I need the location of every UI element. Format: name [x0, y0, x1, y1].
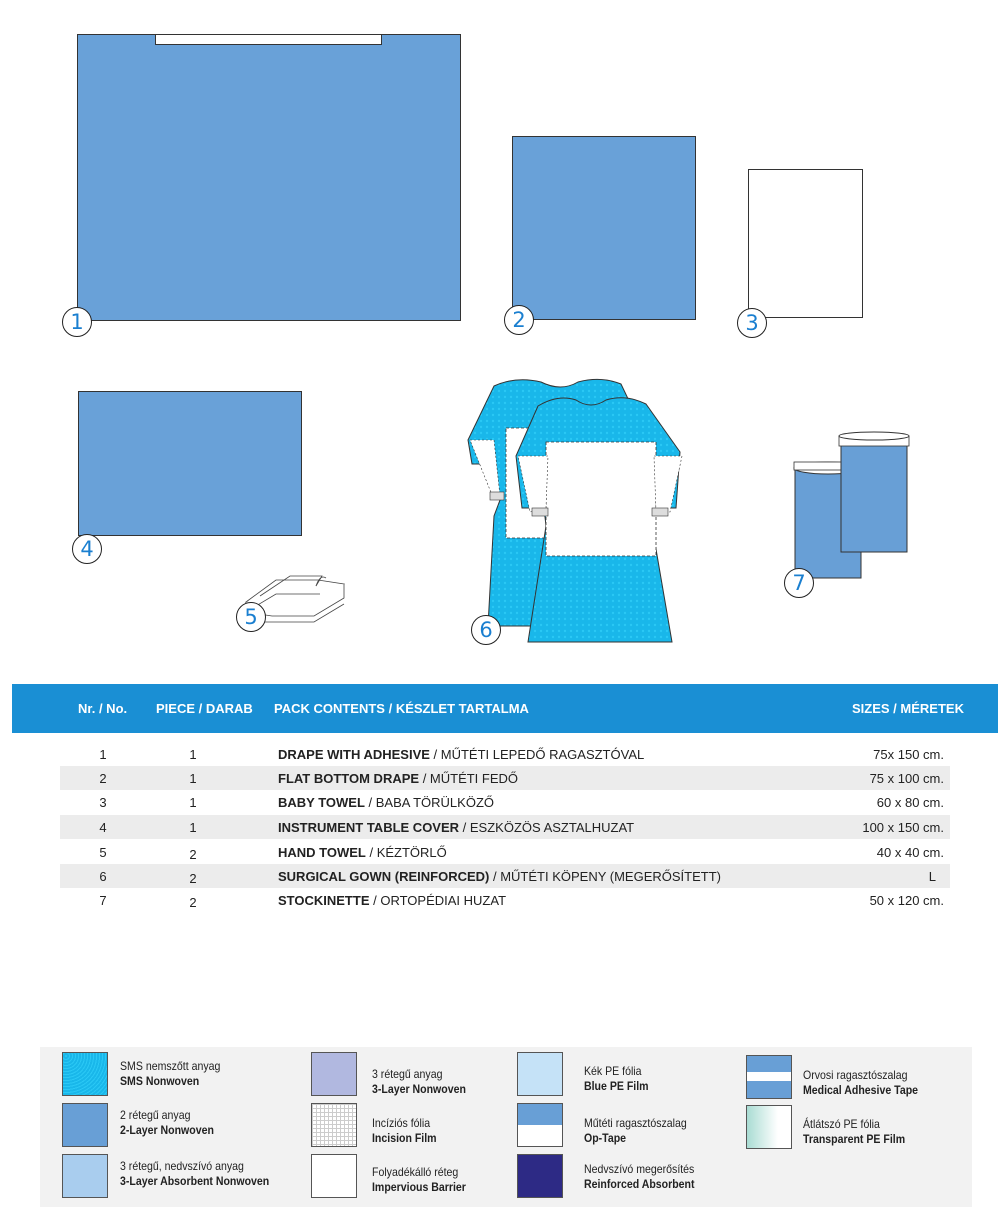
swatch-transparent-pe-film — [746, 1105, 792, 1149]
row-size: 75 x 100 cm. — [869, 771, 944, 786]
row-local: / BABA TÖRÜLKÖZŐ — [364, 795, 494, 810]
row-nr: 2 — [99, 771, 107, 786]
row-size: 50 x 120 cm. — [869, 893, 944, 908]
row-local: / MŰTÉTI FEDŐ — [419, 771, 519, 786]
row-content — [278, 893, 506, 908]
row-local: / MŰTÉTI LEPEDŐ RAGASZTÓVAL — [429, 747, 645, 762]
row-local: / ORTOPÉDIAI HUZAT — [369, 893, 507, 908]
row-nr: 6 — [99, 869, 107, 884]
table-row — [60, 888, 950, 912]
item-number-7: 7 — [784, 568, 814, 598]
legend-label: 3 rétegű anyag 3-Layer Nonwoven — [372, 1067, 466, 1096]
swatch-blue-pe-film — [517, 1052, 563, 1096]
item-number-1: 1 — [62, 307, 92, 337]
row-name: SURGICAL GOWN (REINFORCED) — [278, 869, 490, 884]
swatch-2-layer-nonwoven — [62, 1103, 108, 1147]
row-piece: 1 — [189, 747, 197, 762]
material-legend — [40, 1047, 972, 1207]
row-content — [278, 869, 721, 884]
row-size: 75x 150 cm. — [873, 747, 944, 762]
legend-label: Kék PE fólia Blue PE Film — [584, 1064, 649, 1093]
item-number-2: 2 — [504, 305, 534, 335]
row-size: 60 x 80 cm. — [876, 795, 944, 810]
adhesive-strip — [155, 34, 382, 45]
swatch-sms-nonwoven — [62, 1052, 108, 1096]
swatch-reinforced-absorbent — [517, 1154, 563, 1198]
legend-label: Incíziós fólia Incision Film — [372, 1116, 437, 1145]
header-contents: PACK CONTENTS / KÉSZLET TARTALMA — [274, 701, 529, 716]
row-name: FLAT BOTTOM DRAPE — [278, 771, 420, 786]
row-size: L — [928, 869, 936, 884]
table-row — [60, 840, 950, 864]
item-number-3: 3 — [737, 308, 767, 338]
item-number-6: 6 — [471, 615, 501, 645]
contents-table-header — [12, 684, 998, 733]
legend-label: Nedvszívó megerősítés Reinforced Absorbent — [584, 1162, 695, 1191]
swatch-incision-film — [311, 1103, 357, 1147]
row-piece: 2 — [189, 871, 197, 886]
legend-label: 3 rétegű, nedvszívó anyag 3-Layer Absorbent Nonwoven — [120, 1159, 270, 1188]
table-row — [60, 815, 950, 839]
swatch-medical-adhesive-tape — [746, 1055, 792, 1099]
row-content — [278, 820, 634, 835]
row-name: DRAPE WITH ADHESIVE — [278, 747, 430, 762]
legend-label: Orvosi ragasztószalag Medical Adhesive Tape — [803, 1068, 919, 1097]
table-row — [60, 766, 950, 790]
row-piece: 1 — [189, 771, 197, 786]
row-content — [278, 747, 644, 762]
instrument-table-cover-illustration — [78, 391, 302, 536]
baby-towel-illustration — [748, 169, 863, 318]
legend-label: Átlátszó PE fólia Transparent PE Film — [803, 1117, 906, 1146]
row-piece: 1 — [189, 820, 197, 835]
swatch-impervious-barrier — [311, 1154, 357, 1198]
legend-label: 2 rétegű anyag 2-Layer Nonwoven — [120, 1108, 214, 1137]
drape-with-adhesive-illustration — [77, 34, 461, 321]
header-nr: Nr. / No. — [78, 701, 128, 716]
legend-label: Folyadékálló réteg Impervious Barrier — [372, 1165, 466, 1194]
row-size: 40 x 40 cm. — [876, 845, 944, 860]
stockinette-illustration — [790, 430, 910, 582]
header-sizes: SIZES / MÉRETEK — [852, 701, 964, 716]
row-local: / KÉZTÖRLŐ — [365, 845, 447, 860]
surgical-gown-illustration — [466, 376, 688, 648]
row-nr: 4 — [99, 820, 107, 835]
table-row — [60, 742, 950, 766]
row-piece: 1 — [189, 795, 197, 810]
row-nr: 5 — [99, 845, 107, 860]
row-name: STOCKINETTE — [278, 893, 370, 908]
swatch-op-tape — [517, 1103, 563, 1147]
swatch-3-layer-absorbent — [62, 1154, 108, 1198]
swatch-3-layer-nonwoven — [311, 1052, 357, 1096]
row-content — [278, 845, 447, 860]
row-content — [278, 771, 518, 786]
flat-bottom-drape-illustration — [512, 136, 696, 320]
row-content — [278, 795, 494, 810]
row-local: / ESZKÖZÖS ASZTALHUZAT — [459, 820, 635, 835]
legend-label: Műtéti ragasztószalag Op-Tape — [584, 1116, 687, 1145]
row-name: HAND TOWEL — [278, 845, 366, 860]
row-size: 100 x 150 cm. — [862, 820, 944, 835]
row-piece: 2 — [189, 895, 197, 910]
item-number-5: 5 — [236, 602, 266, 632]
table-row — [60, 790, 950, 814]
item-number-4: 4 — [72, 534, 102, 564]
table-row — [60, 864, 950, 888]
row-local: / MŰTÉTI KÖPENY (MEGERŐSÍTETT) — [489, 869, 721, 884]
header-piece: PIECE / DARAB — [156, 701, 253, 716]
row-nr: 1 — [99, 747, 107, 762]
row-nr: 3 — [99, 795, 107, 810]
row-nr: 7 — [99, 893, 107, 908]
legend-label: SMS nemszőtt anyag SMS Nonwoven — [120, 1059, 221, 1088]
row-piece: 2 — [189, 847, 197, 862]
row-name: BABY TOWEL — [278, 795, 365, 810]
row-name: INSTRUMENT TABLE COVER — [278, 820, 460, 835]
